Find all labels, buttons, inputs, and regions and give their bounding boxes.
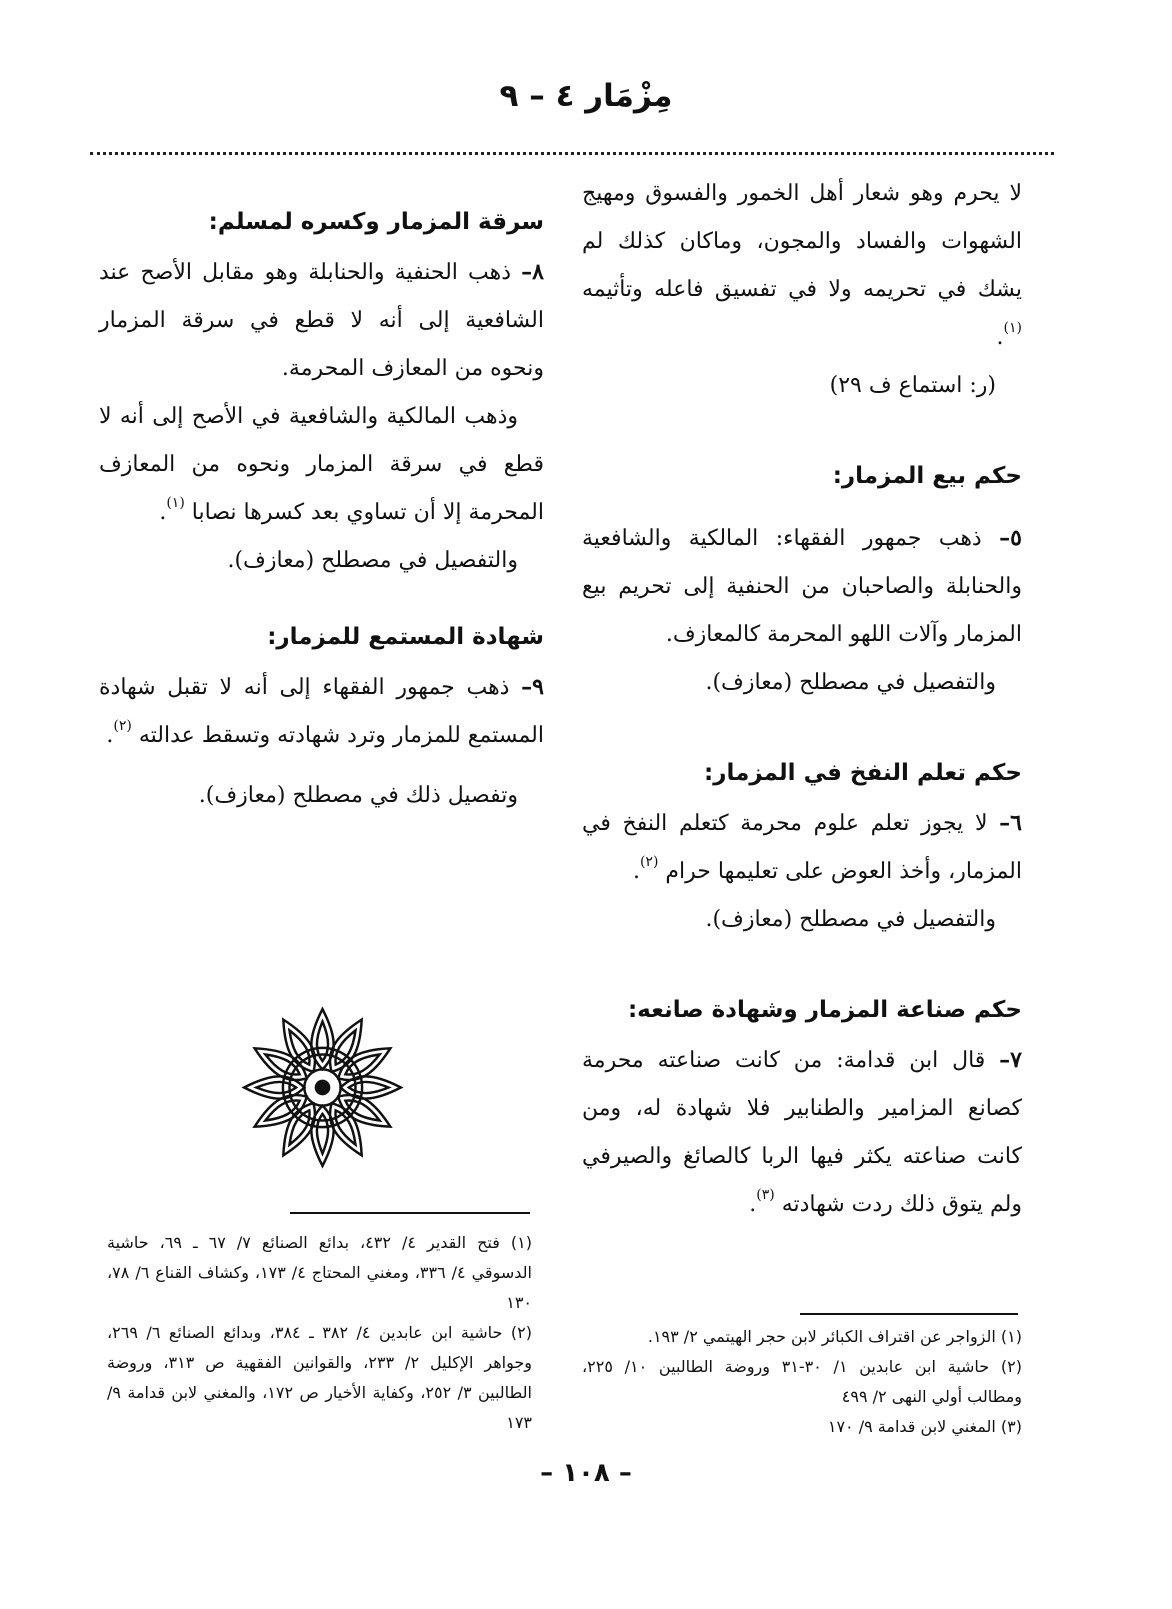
footnotes-right: [582, 1322, 1022, 1442]
paragraph-number: ٧–: [999, 1047, 1022, 1073]
detail-note: والتفصيل في مصطلح (معازف).: [705, 670, 996, 695]
paragraph-5: [582, 514, 1022, 659]
heading-theft: سرقة المزمار وكسره لمسلم:: [208, 209, 544, 235]
paragraph-number: ٥–: [999, 525, 1022, 551]
heading-learn: حكم تعلم النفخ في المزمار:: [704, 760, 1022, 786]
paragraph-7: ٧– قال ابن قدامة: من كانت صناعته محرمة كصانع المزامير والطنابير فلا شهادة له، ومن كانت صناعته يكثر فيها الربا كالصائغ والصيرفي ولم يتوق ذلك ردت شهادته $^{(٣)}$.: [582, 1047, 1022, 1217]
left-column: [99, 170, 544, 820]
detail-note: والتفصيل في مصطلح (معازف).: [227, 548, 518, 573]
star-ornament-icon: [240, 1005, 405, 1170]
paragraph-9: ٩– ذهب جمهور الفقهاء إلى أنه لا تقبل شهادة المستمع للمزمار وترد شهادته وتسقط عدالته $^{(٢)}$.: [99, 674, 544, 748]
paragraph-number: ٨–: [521, 259, 544, 285]
paragraph-number: ٦–: [999, 810, 1022, 836]
footnote-ref: (٢): [113, 718, 132, 734]
footnote: (١) فتح القدير ٤/ ٤٣٢، بدائع الصنائع ٧/ ٦٧ ـ ٦٩، حاشية الدسوقي ٤/ ٣٣٦، ومغني المحتاج ٤/ ١٧٣، وكشاف القناع ٦/ ٧٨، ١٣٠: [107, 1233, 533, 1312]
footnote: (٣) المغني لابن قدامة ٩/ ١٧٠: [827, 1417, 1022, 1436]
paragraph-text: ذهب جمهور الفقهاء إلى أنه لا تقبل شهادة المستمع للمزمار وترد شهادته وتسقط عدالته: [99, 675, 544, 748]
paragraph-6: ٦– لا يجوز تعلم علوم محرمة كتعلم النفخ في المزمار، وأخذ العوض على تعليمها حرام $^{(٢)}$.: [582, 810, 1022, 884]
footnotes-left: [107, 1228, 532, 1438]
paragraph-8b: وذهب المالكية والشافعية في الأصح إلى أنه لا قطع في سرقة المزمار ونحوه من المعازف المحرمة إلا أن تساوي بعد كسرها نصابا $^{(١)}$.: [99, 404, 544, 525]
header-dotted-rule: [90, 152, 1054, 155]
paragraph-text: قال ابن قدامة: من كانت صناعته محرمة كصانع المزامير والطنابير فلا شهادة له، ومن كانت صناعته يكثر فيها الربا كالصائغ والصيرفي ولم يتوق ذلك ردت شهادته: [582, 1048, 1022, 1217]
paragraph-text: لا يحرم وهو شعار أهل الخمور والفسوق ومهيج الشهوات والفساد والمجون، وماكان كذلك لم يشك في تحريمه ولا في تفسيق فاعله وتأثيمه: [582, 181, 1022, 302]
footnote-ref: (١): [1003, 320, 1022, 336]
paragraph-continued: لا يحرم وهو شعار أهل الخمور والفسوق ومهيج الشهوات والفساد والمجون، وماكان كذلك لم يشك في تحريمه ولا في تفسيق فاعله وتأثيمه $^{(١)}$.: [582, 181, 1022, 350]
footnote-ref: (٣): [756, 1187, 775, 1203]
paragraph-number: ٩–: [521, 674, 544, 700]
detail-note: وتفصيل ذلك في مصطلح (معازف).: [198, 783, 518, 808]
paragraph-text: ذهب الحنفية والحنابلة وهو مقابل الأصح عند الشافعية إلى أنه لا قطع في سرقة المزمار ونحوه من المعازف المحرمة.: [99, 260, 544, 381]
footnote-rule: [290, 1212, 530, 1214]
heading-craft: حكم صناعة المزمار وشهادة صانعه:: [627, 997, 1022, 1023]
footnote: (٢) حاشية ابن عابدين ٤/ ٣٨٢ ـ ٣٨٤، وبدائع الصنائع ٦/ ٢٦٩، وجواهر الإكليل ٢/ ٢٣٣، والقوانين الفقهية ص ٣١٣، وروضة الطالبين ٣/ ٢٥٢، وكفاية الأخيار ص ١٧٢، والمغني لابن قدامة ٩/ ١٧٣: [107, 1323, 533, 1432]
footnote-rule: [800, 1313, 1018, 1315]
paragraph-8: [99, 248, 544, 393]
heading-witness: شهادة المستمع للمزمار:: [267, 624, 544, 650]
paragraph-text: ذهب جمهور الفقهاء: المالكية والشافعية والحنابلة والصاحبان من الحنفية إلى تحريم بيع المزمار وآلات اللهو المحرمة كالمعازف.: [582, 526, 1022, 647]
footnote-ref: (٢): [639, 854, 659, 870]
footnote-ref: (١): [166, 495, 185, 511]
page-number: – ١٠٨ –: [540, 1458, 632, 1488]
cross-reference: (ر: استماع ف ٢٩): [829, 373, 996, 398]
detail-note: والتفصيل في مصطلح (معازف).: [705, 907, 996, 932]
running-header-title: مِزْمَار ٤ – ٩: [499, 78, 673, 114]
footnote: (٢) حاشية ابن عابدين ١/ ٣٠-٣١ وروضة الطالبين ١٠/ ٢٢٥، ومطالب أولي النهى ٢/ ٤٩٩: [582, 1357, 1022, 1406]
right-column: [582, 170, 1022, 1229]
heading-sale: حكم بيع المزمار:: [832, 463, 1022, 489]
paragraph-text: لا يجوز تعلم علوم محرمة كتعلم النفخ في المزمار، وأخذ العوض على تعليمها حرام: [582, 811, 1022, 884]
footnote: (١) الزواجر عن اقتراف الكبائر لابن حجر الهيتمي ٢/ ١٩٣.: [647, 1327, 1022, 1346]
paragraph-text: وذهب المالكية والشافعية في الأصح إلى أنه لا قطع في سرقة المزمار ونحوه من المعازف المحرمة إلا أن تساوي بعد كسرها نصابا: [99, 404, 544, 525]
